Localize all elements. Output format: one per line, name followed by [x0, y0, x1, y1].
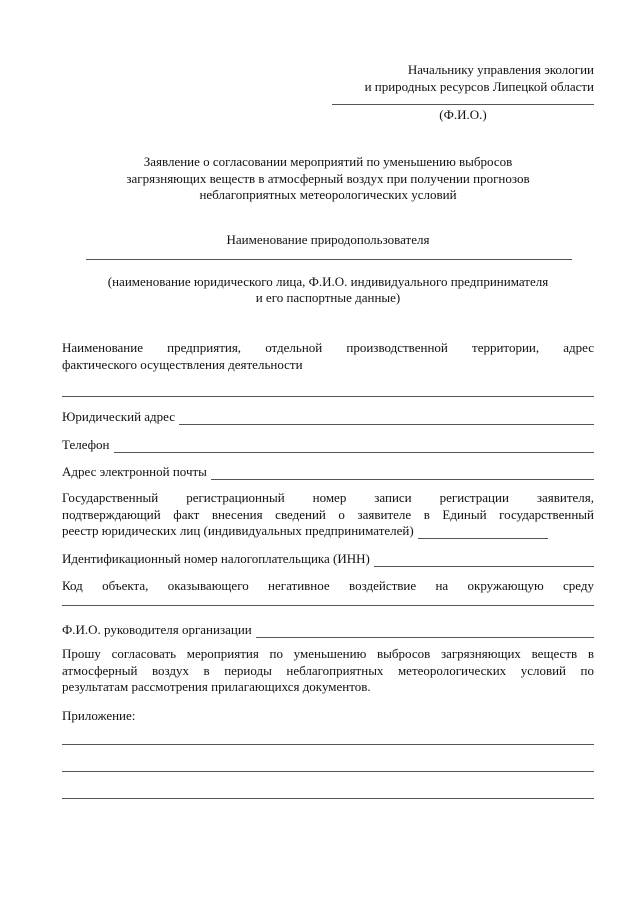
title-line-1: Заявление о согласовании мероприятий по уменьшению выбросов — [143, 154, 513, 169]
user-hint-line-2: и его паспортные данные) — [255, 290, 401, 305]
request-line-1: Прошу согласовать мероприятия по уменьшению выбросов загрязняющих веществ в — [62, 646, 594, 661]
ogrn-row — [62, 523, 594, 539]
phone-row — [62, 437, 594, 453]
enterprise-label-line-2: фактического осуществления деятельности — [62, 357, 303, 372]
legal-address-row — [62, 409, 594, 425]
appendix-field-2[interactable] — [62, 771, 594, 772]
director-label: Ф.И.О. руководителя организации — [62, 622, 252, 637]
legal-address-label: Юридический адрес — [62, 409, 176, 424]
email-label: Адрес электронной почты — [62, 464, 207, 479]
phone-field[interactable] — [114, 441, 594, 453]
addressee-line-1: Начальнику управления экологии — [407, 62, 594, 77]
title-line-2: загрязняющих веществ в атмосферный воздух при получении прогнозов — [126, 171, 530, 186]
object-code-label: Код объекта, оказывающего негативное воздействие на окружающую среду — [62, 578, 594, 593]
legal-address-field[interactable] — [179, 413, 594, 425]
user-field[interactable] — [86, 259, 572, 260]
ogrn-label-line-3: реестр юридических лиц (индивидуальных предпринимателей) — [62, 523, 414, 538]
email-row — [62, 464, 594, 480]
request-line-2: атмосферный воздух в периоды неблагоприятных метеорологических условий по — [62, 663, 594, 678]
user-hint-line-1: (наименование юридического лица, Ф.И.О. индивидуального предпринимателя — [107, 274, 549, 289]
appendix-label: Приложение: — [62, 708, 136, 723]
request-line-3: результатам рассмотрения прилагающихся документов. — [62, 679, 371, 694]
ogrn-label-line-1: Государственный регистрационный номер записи регистрации заявителя, — [62, 490, 594, 505]
title-line-3: неблагоприятных метеорологических условий — [199, 187, 457, 202]
object-code-field[interactable] — [62, 605, 594, 606]
addressee-fio-label: (Ф.И.О.) — [439, 107, 487, 122]
user-heading: Наименование природопользователя — [226, 232, 430, 247]
inn-row — [62, 551, 594, 567]
email-field[interactable] — [211, 468, 594, 480]
addressee-fio-field[interactable] — [332, 104, 594, 105]
enterprise-label-line-1: Наименование предприятия, отдельной производственной территории, адрес — [62, 340, 594, 355]
ogrn-label-line-2: подтверждающий факт внесения сведений о заявителе в Единый государственный — [62, 507, 594, 522]
ogrn-field[interactable] — [418, 527, 548, 539]
director-field[interactable] — [256, 626, 594, 638]
phone-label: Телефон — [62, 437, 110, 452]
inn-label: Идентификационный номер налогоплательщика (ИНН) — [62, 551, 370, 566]
addressee-line-2: и природных ресурсов Липецкой области — [364, 79, 594, 94]
enterprise-field[interactable] — [62, 396, 594, 397]
appendix-field-3[interactable] — [62, 798, 594, 799]
inn-field[interactable] — [374, 555, 594, 567]
director-row — [62, 622, 594, 638]
appendix-field-1[interactable] — [62, 744, 594, 745]
